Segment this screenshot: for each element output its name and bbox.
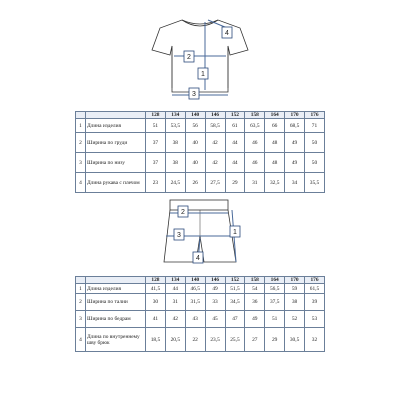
cell: 31,5 bbox=[185, 294, 205, 311]
cell: 34,5 bbox=[225, 294, 245, 311]
tshirt-marker-2: 2 bbox=[187, 54, 191, 61]
cell: 56 bbox=[185, 119, 205, 133]
table-row bbox=[76, 284, 325, 294]
row-number: 4 bbox=[76, 173, 86, 193]
cell: 43 bbox=[185, 311, 205, 328]
cell: 38 bbox=[165, 133, 185, 153]
cell: 24,5 bbox=[165, 173, 185, 193]
cell: 37 bbox=[146, 133, 166, 153]
size-header: 164 bbox=[265, 112, 285, 119]
row-label: Ширина по груди bbox=[86, 133, 146, 153]
cell: 51 bbox=[146, 119, 166, 133]
size-header: 170 bbox=[285, 277, 305, 284]
cell: 27,5 bbox=[205, 173, 225, 193]
size-header: 158 bbox=[245, 277, 265, 284]
size-header: 152 bbox=[225, 277, 245, 284]
shorts-marker-3: 3 bbox=[177, 232, 181, 239]
shorts-marker-1: 1 bbox=[233, 229, 237, 236]
size-header: 176 bbox=[305, 112, 325, 119]
cell: 31 bbox=[245, 173, 265, 193]
size-header: 170 bbox=[285, 112, 305, 119]
table-row bbox=[76, 153, 325, 173]
table-row bbox=[76, 133, 325, 153]
cell: 48 bbox=[265, 153, 285, 173]
row-number: 3 bbox=[76, 311, 86, 328]
size-header: 176 bbox=[305, 277, 325, 284]
table-row bbox=[76, 328, 325, 352]
cell: 34 bbox=[285, 173, 305, 193]
row-label: Ширина по бедрам bbox=[86, 311, 146, 328]
row-label: Ширина по низу bbox=[86, 153, 146, 173]
cell: 53 bbox=[305, 311, 325, 328]
tshirt-marker-4: 4 bbox=[225, 30, 229, 37]
cell: 54 bbox=[245, 284, 265, 294]
cell: 46,5 bbox=[185, 284, 205, 294]
header-blank bbox=[76, 112, 86, 119]
row-label: Длина изделия bbox=[86, 119, 146, 133]
size-header: 146 bbox=[205, 277, 225, 284]
row-label: Длина по внутреннему шву брюк bbox=[86, 328, 146, 352]
header-blank bbox=[86, 277, 146, 284]
cell: 33 bbox=[205, 294, 225, 311]
cell: 32 bbox=[305, 328, 325, 352]
cell: 44 bbox=[225, 153, 245, 173]
row-label: Длина изделия bbox=[86, 284, 146, 294]
cell: 22 bbox=[185, 328, 205, 352]
cell: 61,5 bbox=[305, 284, 325, 294]
cell: 32,5 bbox=[265, 173, 285, 193]
cell: 53,5 bbox=[165, 119, 185, 133]
size-header: 158 bbox=[245, 112, 265, 119]
cell: 37,5 bbox=[265, 294, 285, 311]
tshirt-marker-1: 1 bbox=[201, 71, 205, 78]
table-row bbox=[76, 119, 325, 133]
size-header: 134 bbox=[165, 277, 185, 284]
table-header-row bbox=[76, 277, 325, 284]
size-header: 134 bbox=[165, 112, 185, 119]
cell: 71 bbox=[305, 119, 325, 133]
cell: 31 bbox=[165, 294, 185, 311]
cell: 38 bbox=[165, 153, 185, 173]
cell: 50 bbox=[305, 133, 325, 153]
tshirt-marker-3: 3 bbox=[192, 91, 196, 98]
table-row bbox=[76, 173, 325, 193]
cell: 49 bbox=[285, 133, 305, 153]
row-number: 4 bbox=[76, 328, 86, 352]
cell: 49 bbox=[205, 284, 225, 294]
cell: 47 bbox=[225, 311, 245, 328]
cell: 45 bbox=[205, 311, 225, 328]
cell: 40 bbox=[185, 133, 205, 153]
size-header: 140 bbox=[185, 277, 205, 284]
cell: 40 bbox=[185, 153, 205, 173]
tshirt-size-table bbox=[75, 111, 325, 193]
cell: 38 bbox=[285, 294, 305, 311]
cell: 36 bbox=[245, 294, 265, 311]
cell: 29 bbox=[265, 328, 285, 352]
cell: 39 bbox=[305, 294, 325, 311]
cell: 29 bbox=[225, 173, 245, 193]
cell: 26 bbox=[185, 173, 205, 193]
cell: 51,5 bbox=[225, 284, 245, 294]
size-header: 146 bbox=[205, 112, 225, 119]
cell: 46 bbox=[245, 153, 265, 173]
cell: 35,5 bbox=[305, 173, 325, 193]
cell: 49 bbox=[285, 153, 305, 173]
header-blank bbox=[86, 112, 146, 119]
shorts-size-table bbox=[75, 276, 325, 352]
size-header: 164 bbox=[265, 277, 285, 284]
shorts-marker-4: 4 bbox=[196, 255, 200, 262]
cell: 30,5 bbox=[285, 328, 305, 352]
cell: 61 bbox=[225, 119, 245, 133]
row-number: 1 bbox=[76, 284, 86, 294]
cell: 51 bbox=[265, 311, 285, 328]
size-header: 128 bbox=[146, 277, 166, 284]
table-row bbox=[76, 294, 325, 311]
cell: 44 bbox=[165, 284, 185, 294]
row-label: Ширина по талии bbox=[86, 294, 146, 311]
header-blank bbox=[76, 277, 86, 284]
cell: 63,5 bbox=[245, 119, 265, 133]
cell: 30 bbox=[146, 294, 166, 311]
cell: 25,5 bbox=[225, 328, 245, 352]
cell: 49 bbox=[245, 311, 265, 328]
cell: 68,5 bbox=[285, 119, 305, 133]
shorts-marker-2: 2 bbox=[181, 209, 185, 216]
size-header: 140 bbox=[185, 112, 205, 119]
row-number: 1 bbox=[76, 119, 86, 133]
cell: 37 bbox=[146, 153, 166, 173]
table-row bbox=[76, 311, 325, 328]
cell: 41,5 bbox=[146, 284, 166, 294]
cell: 56,5 bbox=[265, 284, 285, 294]
cell: 58,5 bbox=[205, 119, 225, 133]
cell: 27 bbox=[245, 328, 265, 352]
cell: 52 bbox=[285, 311, 305, 328]
tshirt-marker-boxes bbox=[184, 27, 232, 99]
cell: 59 bbox=[285, 284, 305, 294]
size-header: 152 bbox=[225, 112, 245, 119]
cell: 66 bbox=[265, 119, 285, 133]
cell: 18,5 bbox=[146, 328, 166, 352]
cell: 46 bbox=[245, 133, 265, 153]
row-number: 2 bbox=[76, 294, 86, 311]
size-header: 128 bbox=[146, 112, 166, 119]
cell: 42 bbox=[205, 153, 225, 173]
cell: 44 bbox=[225, 133, 245, 153]
cell: 20,5 bbox=[165, 328, 185, 352]
cell: 42 bbox=[165, 311, 185, 328]
row-number: 2 bbox=[76, 133, 86, 153]
cell: 48 bbox=[265, 133, 285, 153]
cell: 50 bbox=[305, 153, 325, 173]
cell: 23,5 bbox=[205, 328, 225, 352]
table-header-row bbox=[76, 112, 325, 119]
cell: 42 bbox=[205, 133, 225, 153]
cell: 23 bbox=[146, 173, 166, 193]
row-number: 3 bbox=[76, 153, 86, 173]
row-label: Длина рукава с плечом bbox=[86, 173, 146, 193]
cell: 41 bbox=[146, 311, 166, 328]
